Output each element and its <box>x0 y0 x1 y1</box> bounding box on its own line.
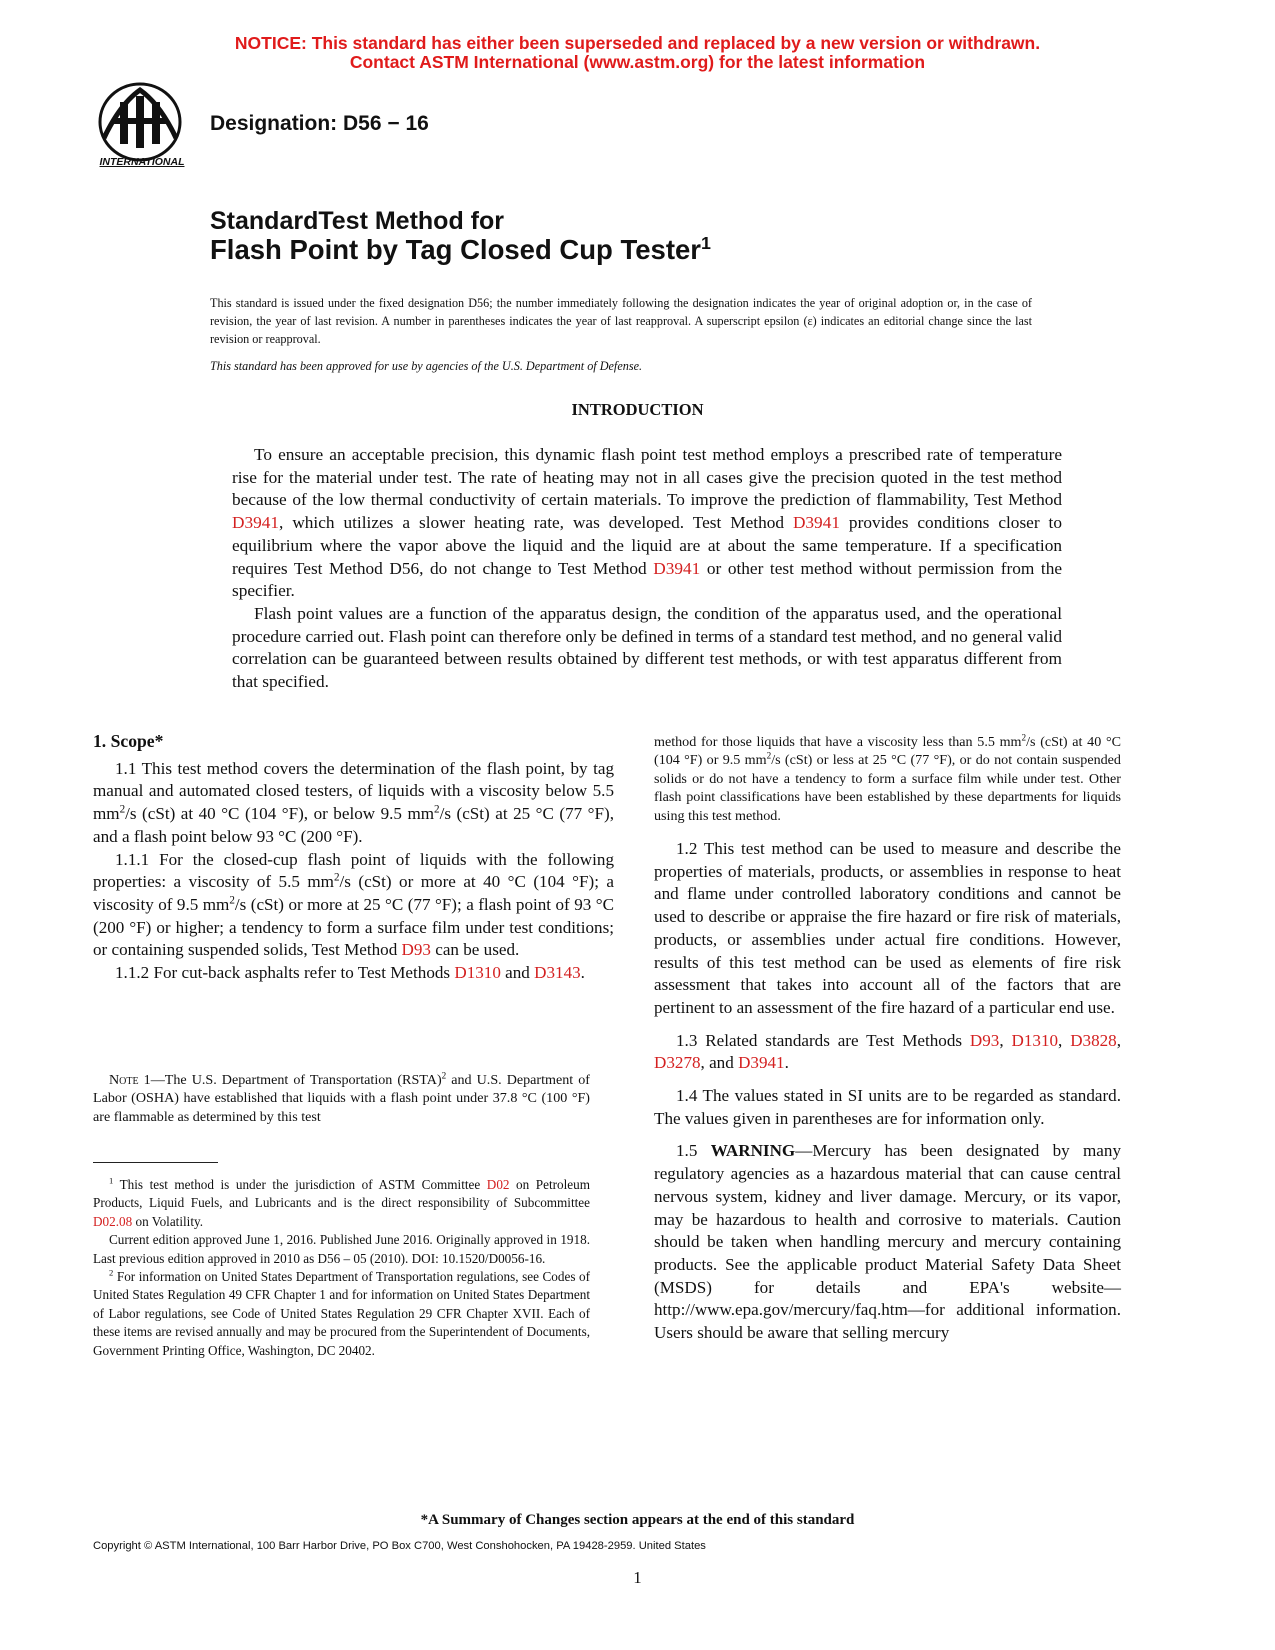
section-1-1-2: 1.1.2 For cut-back asphalts refer to Test Methods D1310 and D3143. <box>115 963 585 983</box>
notice-line-1: NOTICE: This standard has either been superseded and replaced by a new version or withdrawn. <box>234 33 1041 53</box>
footnote-divider <box>93 1162 218 1163</box>
footnote-1-edition: Current edition approved June 1, 2016. Published June 2016. Originally approved in 1918. Last previous edition approved in 2010 as D56 – 05 (2010). DOI: 10.1520/D0056-16. <box>93 1232 590 1266</box>
title-footnote-mark: 1 <box>701 232 711 253</box>
summary-of-changes-note: *A Summary of Changes section appears at the end of this standard <box>420 1512 855 1528</box>
introduction-body <box>232 444 1062 694</box>
ref-link-d3278[interactable]: D3278 <box>654 1053 701 1073</box>
ref-link-d3941[interactable]: D3941 <box>738 1053 785 1073</box>
section-1-1: 1.1 This test method covers the determination of the flash point, by tag manual and automated closed testers, of liquids with a viscosity below 5.5 $mm^2/s$ (cSt) at 40 °C (104 °F), or below 9.5 $mm^2/s$ (cSt) at 25 °C (77 °F), and a flash point below 93 °C (200 °F). <box>93 758 614 846</box>
introduction-heading: INTRODUCTION <box>571 400 704 419</box>
footnote-2: $^2$ For information on United States Department of Transportation regulations, see Codes of United States Regulation 49 CFR Chapter 1 and for information on United States Department of Labor regulations, see Code of United States Regulation 29 CFR Chapter XVII. Each of these items are revised annually and may be procured from the Superintendent of Documents, Government Printing Office, Washington, DC 20402. <box>93 1267 590 1358</box>
section-1-2: 1.2 This test method can be used to measure and describe the properties of materials, products, or assemblies in response to heat and flame under controlled laboratory conditions and cannot be used to describe or appraise the fire hazard or fire risk of materials, products, or assemblies under actual fire conditions. However, results of this test method can be used as elements of fire risk assessment that takes into account all of the factors that are pertinent to an assessment of the fire hazard of a particular end use. <box>654 839 1121 1017</box>
title-line-1: StandardTest Method for <box>210 207 504 235</box>
ref-link-d3143[interactable]: D3143 <box>534 963 581 983</box>
footnotes <box>93 1176 590 1360</box>
introduction-paragraph-2: Flash point values are a function of the apparatus design, the condition of the apparatus used, and the operational procedure carried out. Flash point can therefore only be defined in terms of a standard test method, and no general valid correlation can be guaranteed between results obtained by different test methods, or with test apparatus different from that specified. <box>232 603 1062 692</box>
title-line-2: Flash Point by Tag Closed Cup Tester$^1$ <box>210 232 711 265</box>
ref-link-d3828[interactable]: D3828 <box>1070 1030 1117 1050</box>
note-1-start: Note 1—The U.S. Department of Transportation (RSTA)$^2$ and U.S. Department of Labor (OSHA) have established that liquids with a flash point under 37.8 °C (100 °F) are flammable as determined by this test <box>93 1070 590 1125</box>
ref-link-d3941[interactable]: D3941 <box>653 558 701 578</box>
ref-link-d93[interactable]: D93 <box>969 1030 1000 1050</box>
footnote-1: $^1$ This test method is under the jurisdiction of ASTM Committee D02 on Petroleum Products, Liquid Fuels, and Lubricants and is the direct responsibility of Subcommittee D02.08 on Volatility. <box>93 1175 590 1229</box>
ref-link-d93[interactable]: D93 <box>401 940 431 960</box>
ref-link-d3941[interactable]: D3941 <box>232 513 280 533</box>
page-number: 1 <box>633 1568 642 1587</box>
dod-approval-text: This standard has been approved for use by agencies of the U.S. Department of Defense. <box>210 359 643 373</box>
section-1-4: 1.4 The values stated in SI units are to be regarded as standard. The values given in parentheses are for information only. <box>654 1086 1121 1128</box>
designation: Designation: D56 − 16 <box>210 112 429 135</box>
section-1-1-1: 1.1.1 For the closed-cup flash point of liquids with the following properties: a viscosity of 5.5 $mm^2/s$ (cSt) or more at 40 °C (104 °F); a viscosity of 9.5 $mm^2/s$ (cSt) or more at 25 °C (77 °F); a flash point of 93 °C (200 °F) or higher; a tendency to form a surface film under test conditions; or containing suspended solids, Test Method D93 can be used. <box>93 849 614 960</box>
right-column <box>654 838 1121 1345</box>
ref-link-d02[interactable]: D02 <box>486 1177 510 1192</box>
introduction-paragraph-1: To ensure an acceptable precision, this dynamic flash point test method employs a prescribed rate of temperature rise for the material under test. The rate of heating may not in all cases give the precision quoted in the test method because of the low thermal conductivity of certain materials. To improve the prediction of flammability, Test Method D3941, which utilizes a slower heating rate, was developed. Test Method D3941 provides conditions closer to equilibrium where the vapor above the liquid and the liquid are at about the same temperature. If a specification requires Test Method D56, do not change to Test Method D3941 or other test method without permission from the specifier. <box>232 445 1063 601</box>
notice-line-2: Contact ASTM International (www.astm.org) for the latest information <box>349 52 926 72</box>
note-1-continued: method for those liquids that have a viscosity less than 5.5 $mm^2/s$ (cSt) at 40 °C (104 °F) or 9.5 $mm^2/s$ (cSt) or less at 25 °C (77 °F), or do not contain suspended solids or do not have a tendency to form a surface film while under test. Other flash point classifications have been established by these departments for liquids using this test method. <box>654 732 1121 824</box>
ref-link-d02-08[interactable]: D02.08 <box>93 1213 133 1229</box>
ref-link-d1310[interactable]: D1310 <box>1011 1030 1059 1050</box>
logo-tagline: INTERNATIONAL <box>99 156 185 168</box>
copyright-line: Copyright © ASTM International, 100 Barr Harbor Drive, PO Box C700, West Conshohocken, PA 19428-2959. United States <box>93 1540 706 1552</box>
scope-heading: 1. Scope* <box>93 731 164 751</box>
section-1-3: 1.3 Related standards are Test Methods D93, D1310, D3828, D3278, and D3941. <box>654 1030 1122 1073</box>
left-column <box>93 730 614 985</box>
ref-link-d1310[interactable]: D1310 <box>454 963 501 983</box>
section-1-5: 1.5 WARNING—Mercury has been designated by many regulatory agencies as a hazardous material that can cause central nervous system, kidney and liver damage. Mercury, or its vapor, may be hazardous to health and corrosive to materials. Caution should be taken when handling mercury and mercury containing products. See the applicable product Material Safety Data Sheet (MSDS) for details and EPA's website—http://www.epa.gov/mercury/faq.htm—for additional information. Users should be aware that selling mercury <box>654 1141 1121 1343</box>
preamble-text: This standard is issued under the fixed designation D56; the number immediately following the designation indicates the year of original adoption or, in the case of revision, the year of last revision. A number in parentheses indicates the year of last reapproval. A superscript epsilon (ε) indicates an editorial change since the last revision or reapproval. <box>210 296 1032 346</box>
note-label: Note 1 <box>109 1072 151 1088</box>
ref-link-d3941[interactable]: D3941 <box>792 513 840 533</box>
